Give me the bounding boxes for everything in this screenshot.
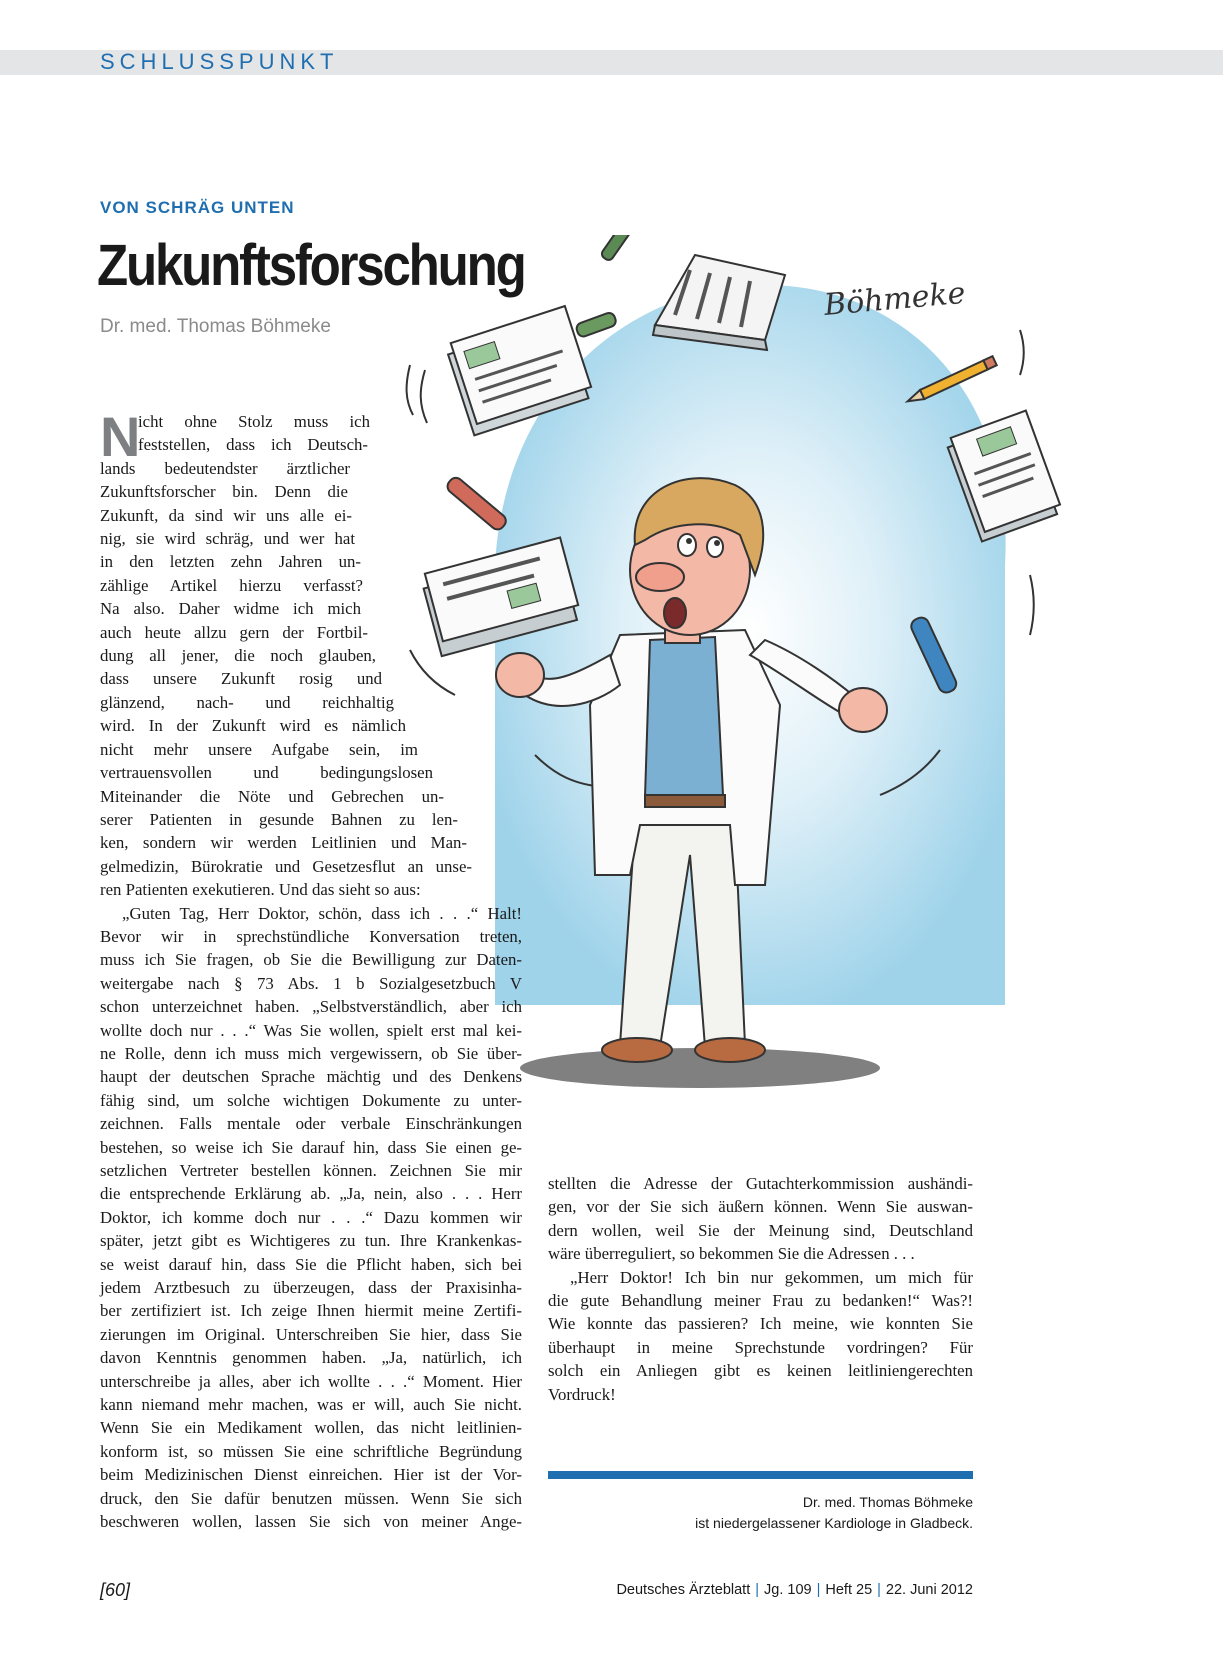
text-line: stellten die Adresse der Gutachterkommission aushändi- [548,1174,973,1193]
footer-volume: Jg. 109 [764,1582,812,1598]
drop-cap: N [100,405,141,468]
text-line: Wenn Sie ein Medikament wollen, das nicht leitlinien- [100,1418,522,1438]
article-title: Zukunftsforschung [97,233,525,298]
footer-citation: Deutsches Ärzteblatt | Jg. 109 | Heft 25 | 22. Juni 2012 [616,1582,973,1598]
footer-date: 22. Juni 2012 [885,1582,973,1598]
text-line: druck, den Sie dafür benutzen müssen. Wenn Sie sich [100,1488,522,1508]
text-line: Zukunftsforscher bin. Denn die [100,482,348,502]
belt [645,795,725,807]
text-line: ken, sondern wir werden Leitlinien und Man- [100,833,467,853]
text-line: nig, sie wird schräg, und wer hat [100,529,355,549]
text-line: gelmedizin, Bürokratie und Gesetzesflut an unse- [100,856,472,876]
text-line: beim Medizinischen Dienst einreichen. Hier ist der Vor- [100,1465,522,1485]
pen-cap-icon [575,311,617,338]
article-column-1 [100,405,522,1534]
text-line: „Herr Doktor! Ich bin nur gekommen, um mich für [570,1267,973,1287]
text-line: Doktor, ich komme doch nur . . .“ Dazu kommen wir [100,1207,522,1227]
text-line: wird. In der Zukunft wird es nämlich [100,716,406,736]
text-line: serer Patienten in gesunde Bahnen zu len- [100,809,458,829]
right-hand [839,688,887,732]
eye [678,534,696,556]
text-line: Bevor wir in sprechstündliche Konversation treten, [100,926,522,946]
text-line: zählige Artikel hierzu verfasst? [100,575,363,595]
page-number: [60] [100,1580,131,1600]
text-line: ren Patienten exekutieren. Und das sieht so aus: [100,880,421,900]
text-line: unterschreibe ja alles, aber ich wollte . . .“ Moment. Hier [100,1371,522,1391]
text-line: solch ein Anliegen gibt es keinen leitliniengerechten [548,1361,973,1381]
text-line: Na also. Daher widme ich mich [100,599,361,619]
text-line: Zukunft, da sind wir uns alle ei- [100,505,352,525]
fountain-pen-icon [600,235,656,262]
text-line: zierungen im Original. Unterschreiben Sie hier, dass Sie [100,1324,522,1344]
left-shoe [602,1038,672,1062]
text-line: vertrauensvollen und bedingungslosen [100,763,433,783]
text-line: weitergabe nach § 73 Abs. 1 b Sozialgesetzbuch V [100,973,522,993]
bio-divider [548,1471,973,1479]
bio-description: ist niedergelassener Kardiologe in Gladbeck. [695,1515,973,1531]
open-book-icon [653,255,785,350]
text-line: bestehen, so weise ich Sie darauf hin, dass Sie einen ge- [100,1137,522,1157]
text-line: die entsprechende Erklärung ab. „Ja, nein, also . . . Herr [100,1184,522,1204]
text-line: wäre überreguliert, so bekommen Sie die Adressen . . . [548,1244,915,1264]
footer-journal: Deutsches Ärzteblatt [616,1582,751,1598]
article-author: Dr. med. Thomas Böhmeke [100,316,331,337]
nose [636,563,684,591]
text-line: auch heute allzu gern der Fortbil- [100,622,368,642]
text-line: jedem Arztbesuch zu überzeugen, dass der Praxisinha- [100,1278,522,1298]
article-kicker: VON SCHRÄG UNTEN [100,198,295,217]
text-line: lands bedeutendster ärztlicher [100,458,350,478]
text-line: schon unterzeichnet haben. „Selbstverständlich, aber ich [100,997,522,1017]
text-line: fähig sind, um solche wichtigen Dokumente zu unter- [100,1090,522,1110]
text-line: ne Rolle, denn ich muss mich vergewissern, ob Sie über- [100,1043,522,1063]
text-line: se weist darauf hin, dass Sie die Pflicht haben, sich bei [100,1254,522,1274]
text-line: wollte doch nur . . .“ Was Sie wollen, spielt erst mal kei- [100,1020,522,1040]
text-line: ber zertifiziert ist. Ich zeige Ihnen hiermit meine Zertifi- [100,1301,522,1321]
signature-scribble: Böhmeke [822,275,967,323]
author-bio [695,1492,973,1534]
text-line: in den letzten zehn Jahren un- [100,552,361,572]
text-line: beschweren wollen, lassen Sie sich von meiner Ange- [100,1512,522,1532]
text-line: später, jetzt gibt es Wichtigeres zu tun. Ihre Krankenkas- [100,1231,522,1251]
text-line: überhaupt in meine Sprechstunde vordringen? Für [548,1337,973,1357]
text-line: feststellen, dass ich Deutsch- [138,435,368,455]
text-line: Miteinander die Nöte und Gebrechen un- [100,786,444,806]
bio-name: Dr. med. Thomas Böhmeke [802,1494,973,1510]
text-line: dass unsere Zukunft rosig und [100,669,382,689]
article-column-2 [548,1172,973,1406]
text-line: „Guten Tag, Herr Doktor, schön, dass ich . . .“ Halt! [122,903,522,923]
text-line: setzlichen Vertreter bestellen können. Zeichnen Sie mir [100,1161,522,1180]
text-line: nicht mehr unsere Aufgabe sein, im [100,739,418,759]
text-line: die gute Behandlung meiner Frau zu bedanken!“ Was?! [548,1291,973,1311]
text-line: zeichnen. Falls mentale oder verbale Einschränkungen [100,1114,522,1134]
section-label: SCHLUSSPUNKT [100,49,339,74]
text-line: gen, vor der Sie sich äußern können. Wenn Sie auswan- [548,1197,973,1217]
footer-issue: Heft 25 [825,1582,873,1598]
text-line: haupt der deutschen Sprache mächtig und des Denkens [100,1067,522,1087]
text-line: Wie konnte das passieren? Ich meine, wie konnten Sie [548,1314,973,1334]
right-shoe [695,1038,765,1062]
text-line: Vordruck! [548,1384,616,1404]
mouth [664,598,686,628]
blue-shirt [645,637,723,797]
text-line: icht ohne Stolz muss ich [138,412,370,431]
text-line: davon Kenntnis genommen haben. „Ja, natürlich, ich [100,1348,522,1368]
text-line: kann niemand mehr machen, was er will, auch Sie nicht. [100,1395,522,1415]
text-line: muss ich Sie fragen, ob Sie die Bewilligung zur Daten- [100,950,522,970]
text-line: dung all jener, die noch glauben, [100,646,376,666]
text-line: konform ist, so müssen Sie eine schriftliche Begründung [100,1441,522,1461]
text-line: glänzend, nach- und reichhaltig [100,692,394,712]
text-line: dern wollen, weil Sie der Meinung sind, Deutschland [548,1220,973,1240]
